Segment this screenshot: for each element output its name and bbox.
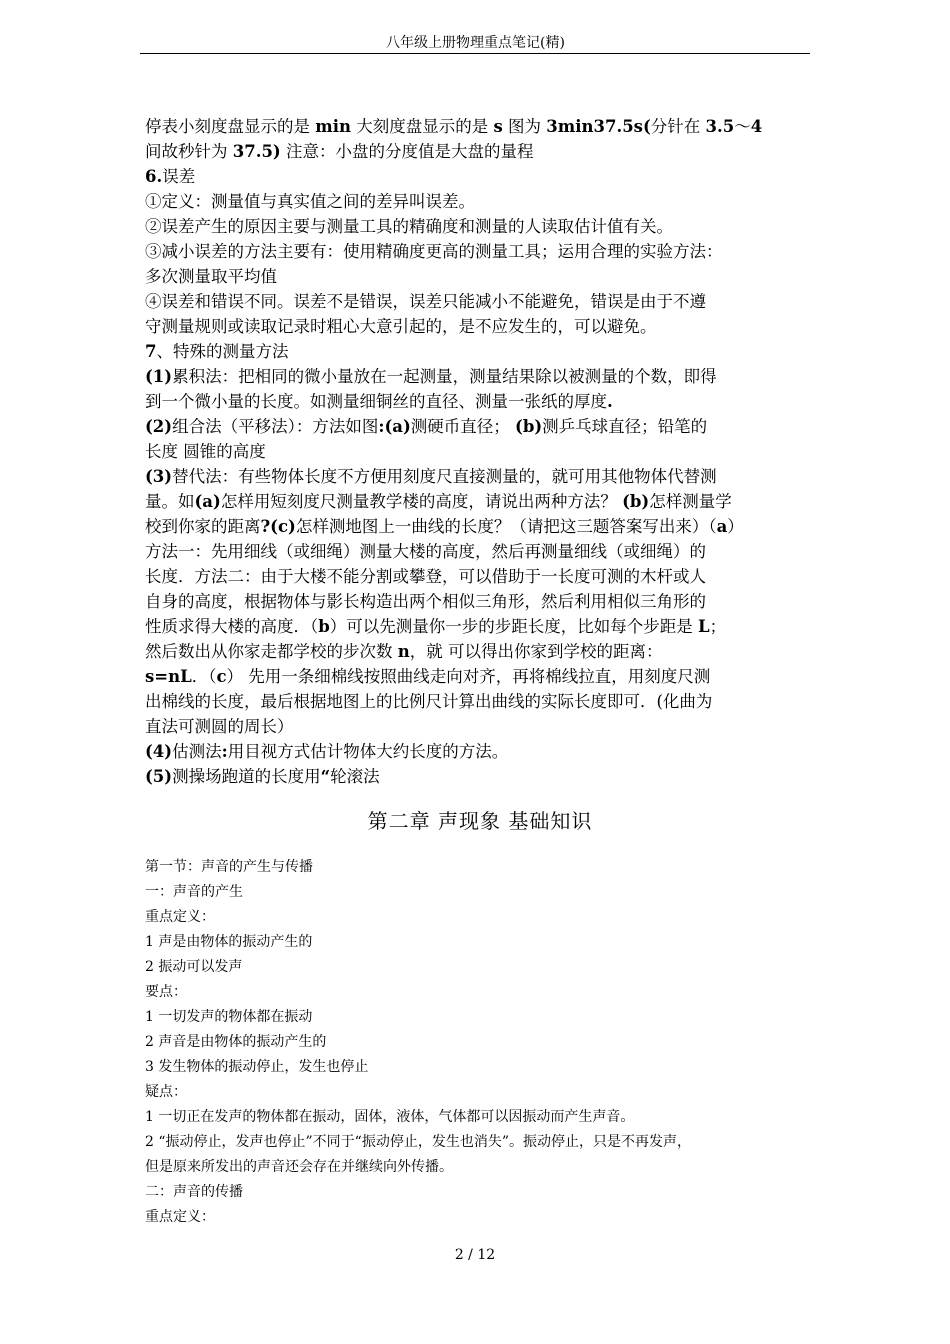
text-run: 用目视方式估计物体大约长度的方法。 — [227, 742, 509, 761]
text-line — [145, 489, 815, 514]
text-run: 多次测量取平均值 — [145, 267, 277, 286]
lower-section — [145, 855, 815, 1230]
text-line — [145, 614, 815, 639]
bold-run: b — [318, 617, 330, 636]
text-line — [145, 589, 815, 614]
text-run: 间故秒针为 — [145, 142, 233, 161]
text-line — [145, 514, 815, 539]
bold-run: a — [716, 517, 728, 536]
text-run: 到一个微小量的长度。如测量细铜丝的直径、测量一张纸的厚度 — [145, 392, 607, 411]
bold-run: (3) — [145, 467, 173, 486]
text-run: 怎样用短刻度尺测量教学楼的高度，请说出两种方法？ — [220, 492, 623, 511]
bold-run: 7 — [145, 342, 157, 361]
text-run: 误差 — [162, 167, 196, 186]
text-run: 自身的高度，根据物体与影长构造出两个相似三角形，然后利用相似三角形的 — [145, 592, 706, 611]
bold-run: “ — [320, 767, 331, 786]
text-run: 累积法：把相同的微小量放在一起测量，测量结果除以被测量的个数，即得 — [172, 367, 717, 386]
text-run: ）可以先测量你一步的步距长度，比如每个步距是 — [329, 617, 699, 636]
text-run: 图为 — [502, 117, 547, 136]
text-line — [145, 439, 815, 464]
text-line — [145, 214, 815, 239]
text-line — [145, 664, 815, 689]
bold-run: (5) — [145, 767, 173, 786]
text-line — [145, 714, 815, 739]
text-run: 出棉线的长度，最后根据地图上的比例尺计算出曲线的实际长度即可．(化曲为 — [145, 692, 713, 711]
text-run: 守测量规则或读取记录时粗心大意引起的，是不应发生的，可以避免。 — [145, 317, 657, 336]
text-run: 校到你家的距离 — [145, 517, 261, 536]
bold-run: 37.5) — [232, 142, 281, 161]
text-run: 性质求得大楼的高度．（ — [145, 617, 319, 636]
text-line: 一：声音的产生 — [145, 884, 243, 900]
text-run: 大刻度盘显示的是 — [350, 117, 494, 136]
bold-run: (b) — [622, 492, 650, 511]
upper-section — [145, 114, 815, 789]
text-run: ③减小误差的方法主要有：使用精确度更高的测量工具；运用合理的实验方法： — [145, 242, 723, 261]
text-run: 停表小刻度盘显示的是 — [145, 117, 316, 136]
page-number: 2 / 12 — [454, 1247, 496, 1263]
chapter-title: 第二章 声现象 基础知识 — [367, 809, 593, 833]
text-line: 1 一切正在发声的物体都在振动，固体，液体，气体都可以因振动而产生声音。 — [145, 1109, 635, 1125]
bold-run: . — [607, 392, 613, 411]
text-line — [145, 764, 815, 789]
text-run: ，就 可以得出你家到学校的距离： — [409, 642, 663, 661]
text-run: 注意：小盘的分度值是大盘的量程 — [280, 142, 534, 161]
bold-run: (1) — [145, 367, 173, 386]
bold-run: 3.5 — [705, 117, 735, 136]
text-run: ） 先用一条细棉线按照曲线走向对齐，再将棉线拉直，用刻度尺测 — [226, 667, 711, 686]
text-run: ①定义：测量值与真实值之间的差异叫误差。 — [145, 192, 475, 211]
bold-run: min — [315, 117, 351, 136]
text-line: 1 声是由物体的振动产生的 — [145, 934, 313, 950]
page-header-title: 八年级上册物理重点笔记(精) — [386, 35, 565, 51]
text-run: 组合法（平移法）：方法如图 — [172, 417, 379, 436]
text-line — [145, 239, 815, 264]
header-rule — [140, 53, 810, 54]
text-run: 然后数出从你家走都学校的步次数 — [145, 642, 398, 661]
text-run: 测操场跑道的长度用 — [172, 767, 321, 786]
text-run: 、特殊的测量方法 — [156, 342, 289, 361]
text-line: 3 发生物体的振动停止，发生也停止 — [145, 1059, 369, 1075]
bold-run: n — [397, 642, 410, 661]
text-line: 但是原来所发出的声音还会存在并继续向外传播。 — [145, 1159, 453, 1175]
text-line — [145, 114, 815, 139]
text-line: 疑点： — [145, 1084, 187, 1100]
document-body — [145, 114, 815, 1230]
bold-run: s — [493, 117, 503, 136]
bold-run: (b) — [515, 417, 543, 436]
text-line — [145, 314, 815, 339]
text-line — [145, 539, 815, 564]
text-line: 二：声音的传播 — [145, 1184, 243, 1200]
text-line: 2 声音是由物体的振动产生的 — [145, 1034, 327, 1050]
text-run: 怎样测地图上一曲线的长度？（请把这三题答案写出来）（ — [295, 517, 717, 536]
text-line — [145, 464, 815, 489]
bold-run: : — [221, 742, 228, 761]
text-run: 估测法 — [172, 742, 222, 761]
text-run: 替代法：有些物体长度不方便用刻度尺直接测量的，就可用其他物体代替测 — [172, 467, 717, 486]
bold-run: :(a) — [378, 417, 411, 436]
text-line — [145, 739, 815, 764]
text-line — [145, 364, 815, 389]
text-run: 轮滚法 — [330, 767, 380, 786]
text-line — [145, 339, 815, 364]
text-run: 长度．方法二：由于大楼不能分割或攀登，可以借助于一长度可测的木杆或人 — [145, 567, 706, 586]
bold-run: (2) — [145, 417, 173, 436]
bold-run: 4 — [750, 117, 763, 136]
bold-run: ?(c) — [260, 517, 296, 536]
text-line: 重点定义： — [145, 1209, 215, 1225]
text-line: 1 一切发声的物体都在振动 — [145, 1009, 313, 1025]
text-line — [145, 164, 815, 189]
text-run: ．（ — [191, 667, 217, 686]
text-run: ） — [727, 517, 744, 536]
text-line: 2 振动可以发声 — [145, 959, 243, 975]
text-line: 2 “振动停止，发声也停止”不同于“振动停止，发生也消失”。振动停止，只是不再发声， — [145, 1134, 691, 1150]
text-line — [145, 414, 815, 439]
text-line — [145, 189, 815, 214]
text-run: ～ — [734, 117, 751, 136]
text-line — [145, 564, 815, 589]
text-run: 测硬币直径； — [410, 417, 516, 436]
text-line — [145, 389, 815, 414]
text-run: 分针在 — [650, 117, 706, 136]
text-run: ； — [709, 617, 727, 636]
text-run: 怎样测量学 — [649, 492, 732, 511]
bold-run: L — [698, 617, 710, 636]
text-run: ②误差产生的原因主要与测量工具的精确度和测量的人读取估计值有关。 — [145, 217, 673, 236]
bold-run: (4) — [145, 742, 173, 761]
text-line — [145, 139, 815, 164]
text-line: 要点： — [145, 984, 187, 1000]
text-line — [145, 689, 815, 714]
text-run: 测乒乓球直径；铅笔的 — [542, 417, 708, 436]
bold-run: 6. — [145, 167, 163, 186]
text-run: ④误差和错误不同。误差不是错误，误差只能减小不能避免，错误是由于不遵 — [145, 292, 706, 311]
text-line — [145, 264, 815, 289]
text-run: 直法可测圆的周长） — [145, 717, 294, 736]
bold-run: c — [216, 667, 227, 686]
bold-run: s=nL — [145, 667, 192, 686]
text-run: 长度 圆锥的高度 — [145, 442, 266, 461]
text-run: 方法一：先用细线（或细绳）测量大楼的高度，然后再测量细线（或细绳）的 — [145, 542, 706, 561]
text-line: 重点定义： — [145, 909, 215, 925]
bold-run: (a) — [194, 492, 221, 511]
text-line — [145, 639, 815, 664]
text-line — [145, 289, 815, 314]
text-run: 量。如 — [145, 492, 195, 511]
text-line: 第一节：声音的产生与传播 — [145, 859, 313, 875]
bold-run: 3min37.5s( — [546, 117, 651, 136]
